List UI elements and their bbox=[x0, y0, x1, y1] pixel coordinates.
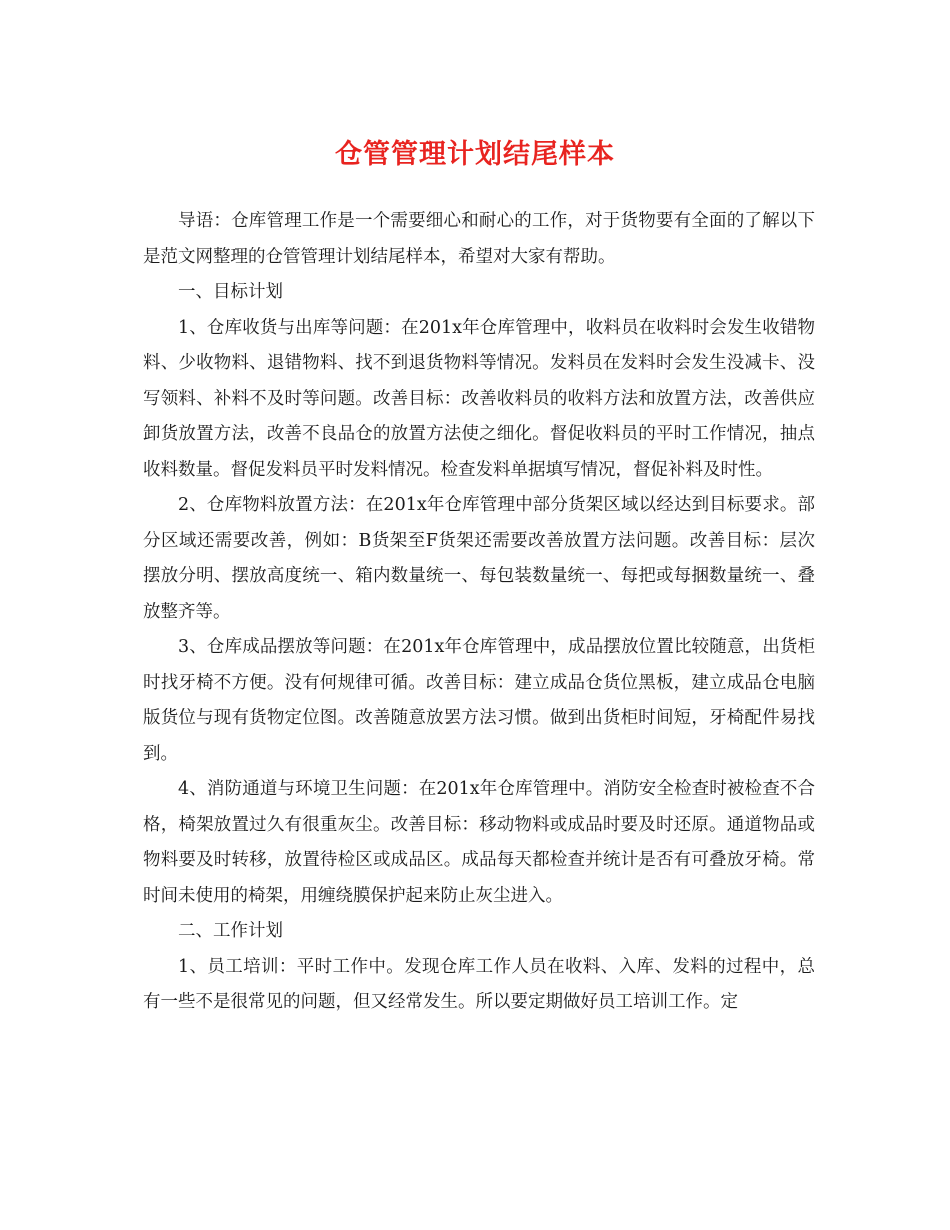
paragraph-goal-2: 2、仓库物料放置方法：在201x年仓库管理中部分货架区域以经达到目标要求。部分区域还需要改善，例如：B货架至F货架还需要改善放置方法问题。改善目标：层次摆放分明、摆放高度统一、箱内数量统一、每包装数量统一、每把或每捆数量统一、叠放整齐等。 bbox=[143, 495, 815, 622]
paragraph-goal-4: 4、消防通道与环境卫生问题：在201x年仓库管理中。消防安全检查时被检查不合格，椅架放置过久有很重灰尘。改善目标：移动物料或成品时要及时还原。通道物品或物料要及时转移，放置待检区或成品区。成品每天都检查并统计是否有可叠放牙椅。常时间未使用的椅架，用缠绕膜保护起来防止灰尘进入。 bbox=[143, 779, 815, 906]
paragraph-goal-1: 1、仓库收货与出库等问题：在201x年仓库管理中，收料员在收料时会发生收错物料、少收物料、退错物料、找不到退货物料等情况。发料员在发料时会发生没减卡、没写领料、补料不及时等问题。改善目标：改善收料员的收料方法和放置方法，改善供应卸货放置方法，改善不良品仓的放置方法使之细化。督促收料员的平时工作情况，抽点收料数量。督促发料员平时发料情况。检查发料单据填写情况，督促补料及时性。 bbox=[143, 317, 815, 480]
paragraph-intro: 导语：仓库管理工作是一个需要细心和耐心的工作，对于货物要有全面的了解以下是范文网整理的仓管管理计划结尾样本，希望对大家有帮助。 bbox=[143, 211, 815, 267]
document-title: 仓管管理计划结尾样本 bbox=[335, 139, 615, 170]
section-heading-work: 二、工作计划 bbox=[178, 921, 283, 941]
section-heading-goals: 一、目标计划 bbox=[178, 282, 283, 302]
document-body bbox=[143, 204, 815, 1021]
paragraph-goal-3: 3、仓库成品摆放等问题：在201x年仓库管理中，成品摆放位置比较随意，出货柜时找牙椅不方便。没有何规律可循。改善目标：建立成品仓货位黑板，建立成品仓电脑版货位与现有货物定位图。改善随意放罢方法习惯。做到出货柜时间短，牙椅配件易找到。 bbox=[143, 637, 815, 764]
paragraph-work-1: 1、员工培训：平时工作中。发现仓库工作人员在收料、入库、发料的过程中，总有一些不是很常见的问题，但又经常发生。所以要定期做好员工培训工作。定 bbox=[143, 956, 815, 1012]
